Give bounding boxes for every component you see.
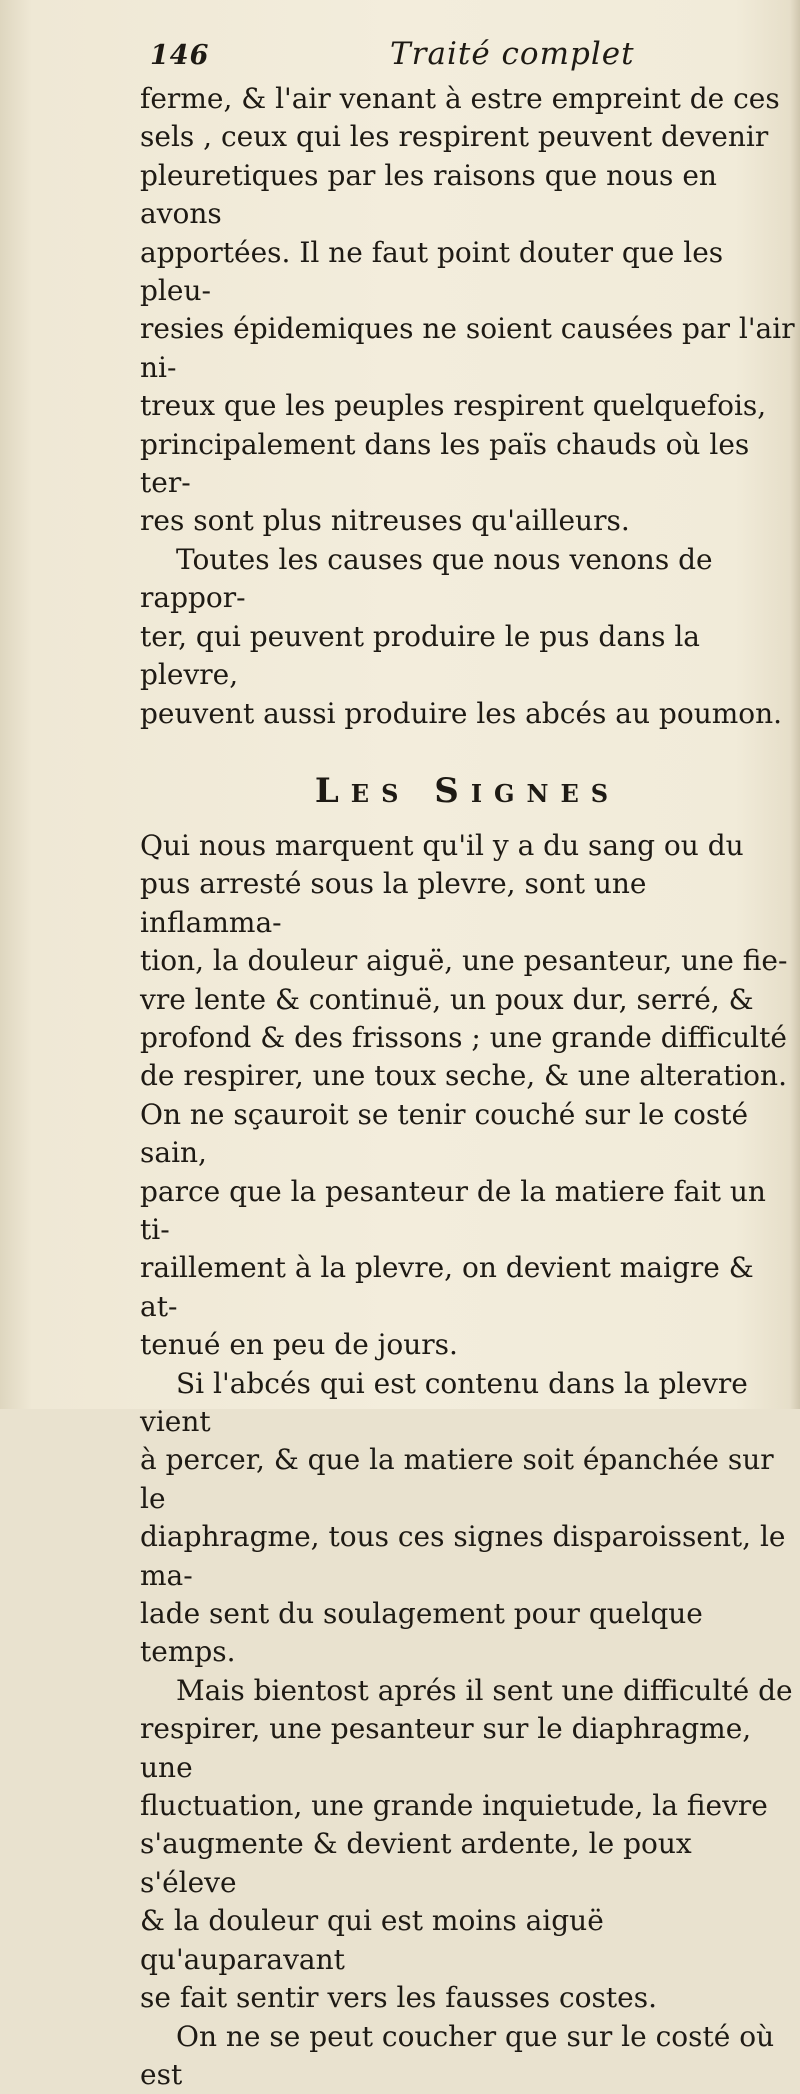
paragraph-signs: Qui nous marquent qu'il y a du sang ou du pus arresté sous la plevre, sont une inflamma- tion, la douleur aiguë, une pesanteur, une fie- vre lente & continuë, un poux dur, serré, & profond & des frissons ; une grande difficulté de respirer, une toux seche, & une alteration. On ne sçauroit se tenir couché sur le costé sain, parce que la pesanteur de la matiere fait un ti- raillement à la plevre, on devient maigre & at- tenué en peu de jours. bbox=[140, 827, 795, 1365]
paragraph-difficulty: Mais bientost aprés il sent une difficulté de respirer, une pesanteur sur le diaphragme, une fluctuation, une grande inquietude, la fievre s'augmente & devient ardente, le poux s'éleve & la douleur qui est moins aiguë qu'auparavant se fait sentir vers les fausses costes. bbox=[140, 1672, 795, 2018]
page-number: 146 bbox=[150, 40, 209, 71]
paragraph-causes: Toutes les causes que nous venons de rappor- ter, qui peuvent produire le pus dans la plevre, peuvent aussi produire les abcés au poumon. bbox=[140, 541, 795, 733]
text-block bbox=[140, 28, 795, 2094]
section-heading: Les Signes bbox=[140, 771, 795, 811]
paragraph-nitrous-air: ferme, & l'air venant à estre empreint de ces sels , ceux qui les respirent peuvent devenir pleuretiques par les raisons que nous en avons apportées. Il ne faut point douter que les pleu- resies épidemiques ne soient causées par l'air ni- treux que les peuples respirent quelquefois, principalement dans les païs chauds où les ter- res sont plus nitreuses qu'ailleurs. bbox=[140, 80, 795, 541]
running-head bbox=[140, 28, 795, 80]
paragraph-abscess-pierce: Si l'abcés qui est contenu dans la plevre vient à percer, & que la matiere soit épanchée sur le diaphragme, tous ces signes disparoissent, le ma- lade sent du soulagement pour quelque temps. bbox=[140, 1365, 795, 1672]
paragraph-lying: On ne se peut coucher que sur le costé où est bbox=[140, 2018, 795, 2094]
running-title: Traité complet bbox=[390, 36, 635, 72]
